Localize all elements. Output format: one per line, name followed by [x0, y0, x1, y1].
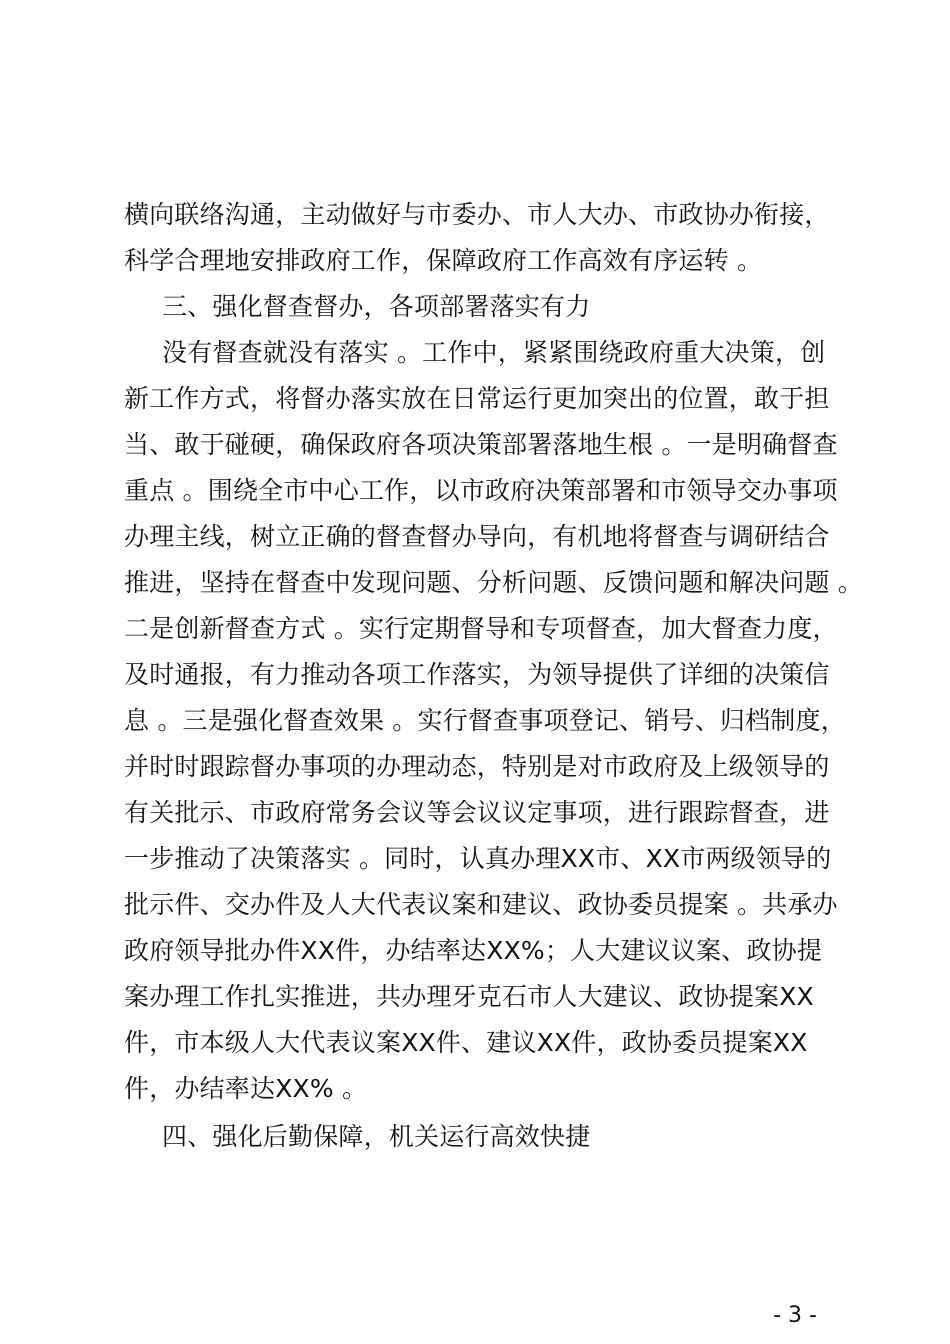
paragraph-line: 并时时跟踪督办事项的办理动态，特别是对市政府及上级领导的 [124, 752, 830, 781]
paragraph-line: 没有督查就没有落实 。工作中，紧紧围绕政府重大决策，创 [162, 338, 826, 367]
paragraph-line: 件，办结率达XX% 。 [124, 1074, 368, 1103]
paragraph-line: 二是创新督查方式 。实行定期督导和专项督查，加大督查力度， [124, 614, 838, 643]
paragraph-line: 当、敢于碰硬，确保政府各项决策部署落地生根 。一是明确督查 [124, 430, 838, 459]
paragraph-line: 有关批示、市政府常务会议等会议议定事项，进行跟踪督查，进 [124, 798, 830, 827]
paragraph-line: 件，市本级人大代表议案XX件、建议XX件，政协委员提案XX [124, 1028, 808, 1057]
paragraph-line: 一步推动了决策落实 。同时，认真办理XX市、XX市两级领导的 [124, 844, 832, 873]
paragraph-line: 推进，坚持在督查中发现问题、分析问题、反馈问题和解决问题 。 [124, 568, 863, 597]
section-heading: 四、强化后勤保障，机关运行高效快捷 [162, 1122, 591, 1151]
paragraph-line: 重点 。围绕全市中心工作，以市政府决策部署和市领导交办事项 [124, 476, 838, 505]
section-heading: 三、强化督查督办，各项部署落实有力 [162, 292, 591, 321]
paragraph-line: 横向联络沟通，主动做好与市委办、市人大办、市政协办衔接， [124, 200, 830, 229]
paragraph-line: 办理主线，树立正确的督查督办导向，有机地将督查与调研结合 [124, 522, 830, 551]
paragraph-line: 批示件、交办件及人大代表议案和建议、政协委员提案 。共承办 [124, 890, 838, 919]
paragraph-line: 新工作方式，将督办落实放在日常运行更加突出的位置，敢于担 [124, 384, 830, 413]
paragraph-line: 政府领导批办件XX件，办结率达XX%；人大建议议案、政协提 [124, 936, 823, 965]
paragraph-line: 科学合理地安排政府工作，保障政府工作高效有序运转 。 [124, 246, 763, 275]
paragraph-line: 案办理工作扎实推进，共办理牙克石市人大建议、政协提案XX [124, 982, 814, 1011]
paragraph-line: 及时通报，有力推动各项工作落实，为领导提供了详细的决策信 [124, 660, 830, 689]
page-number: - 3 - [773, 1303, 817, 1328]
paragraph-line: 息 。三是强化督查效果 。实行督查事项登记、销号、归档制度， [124, 706, 846, 735]
